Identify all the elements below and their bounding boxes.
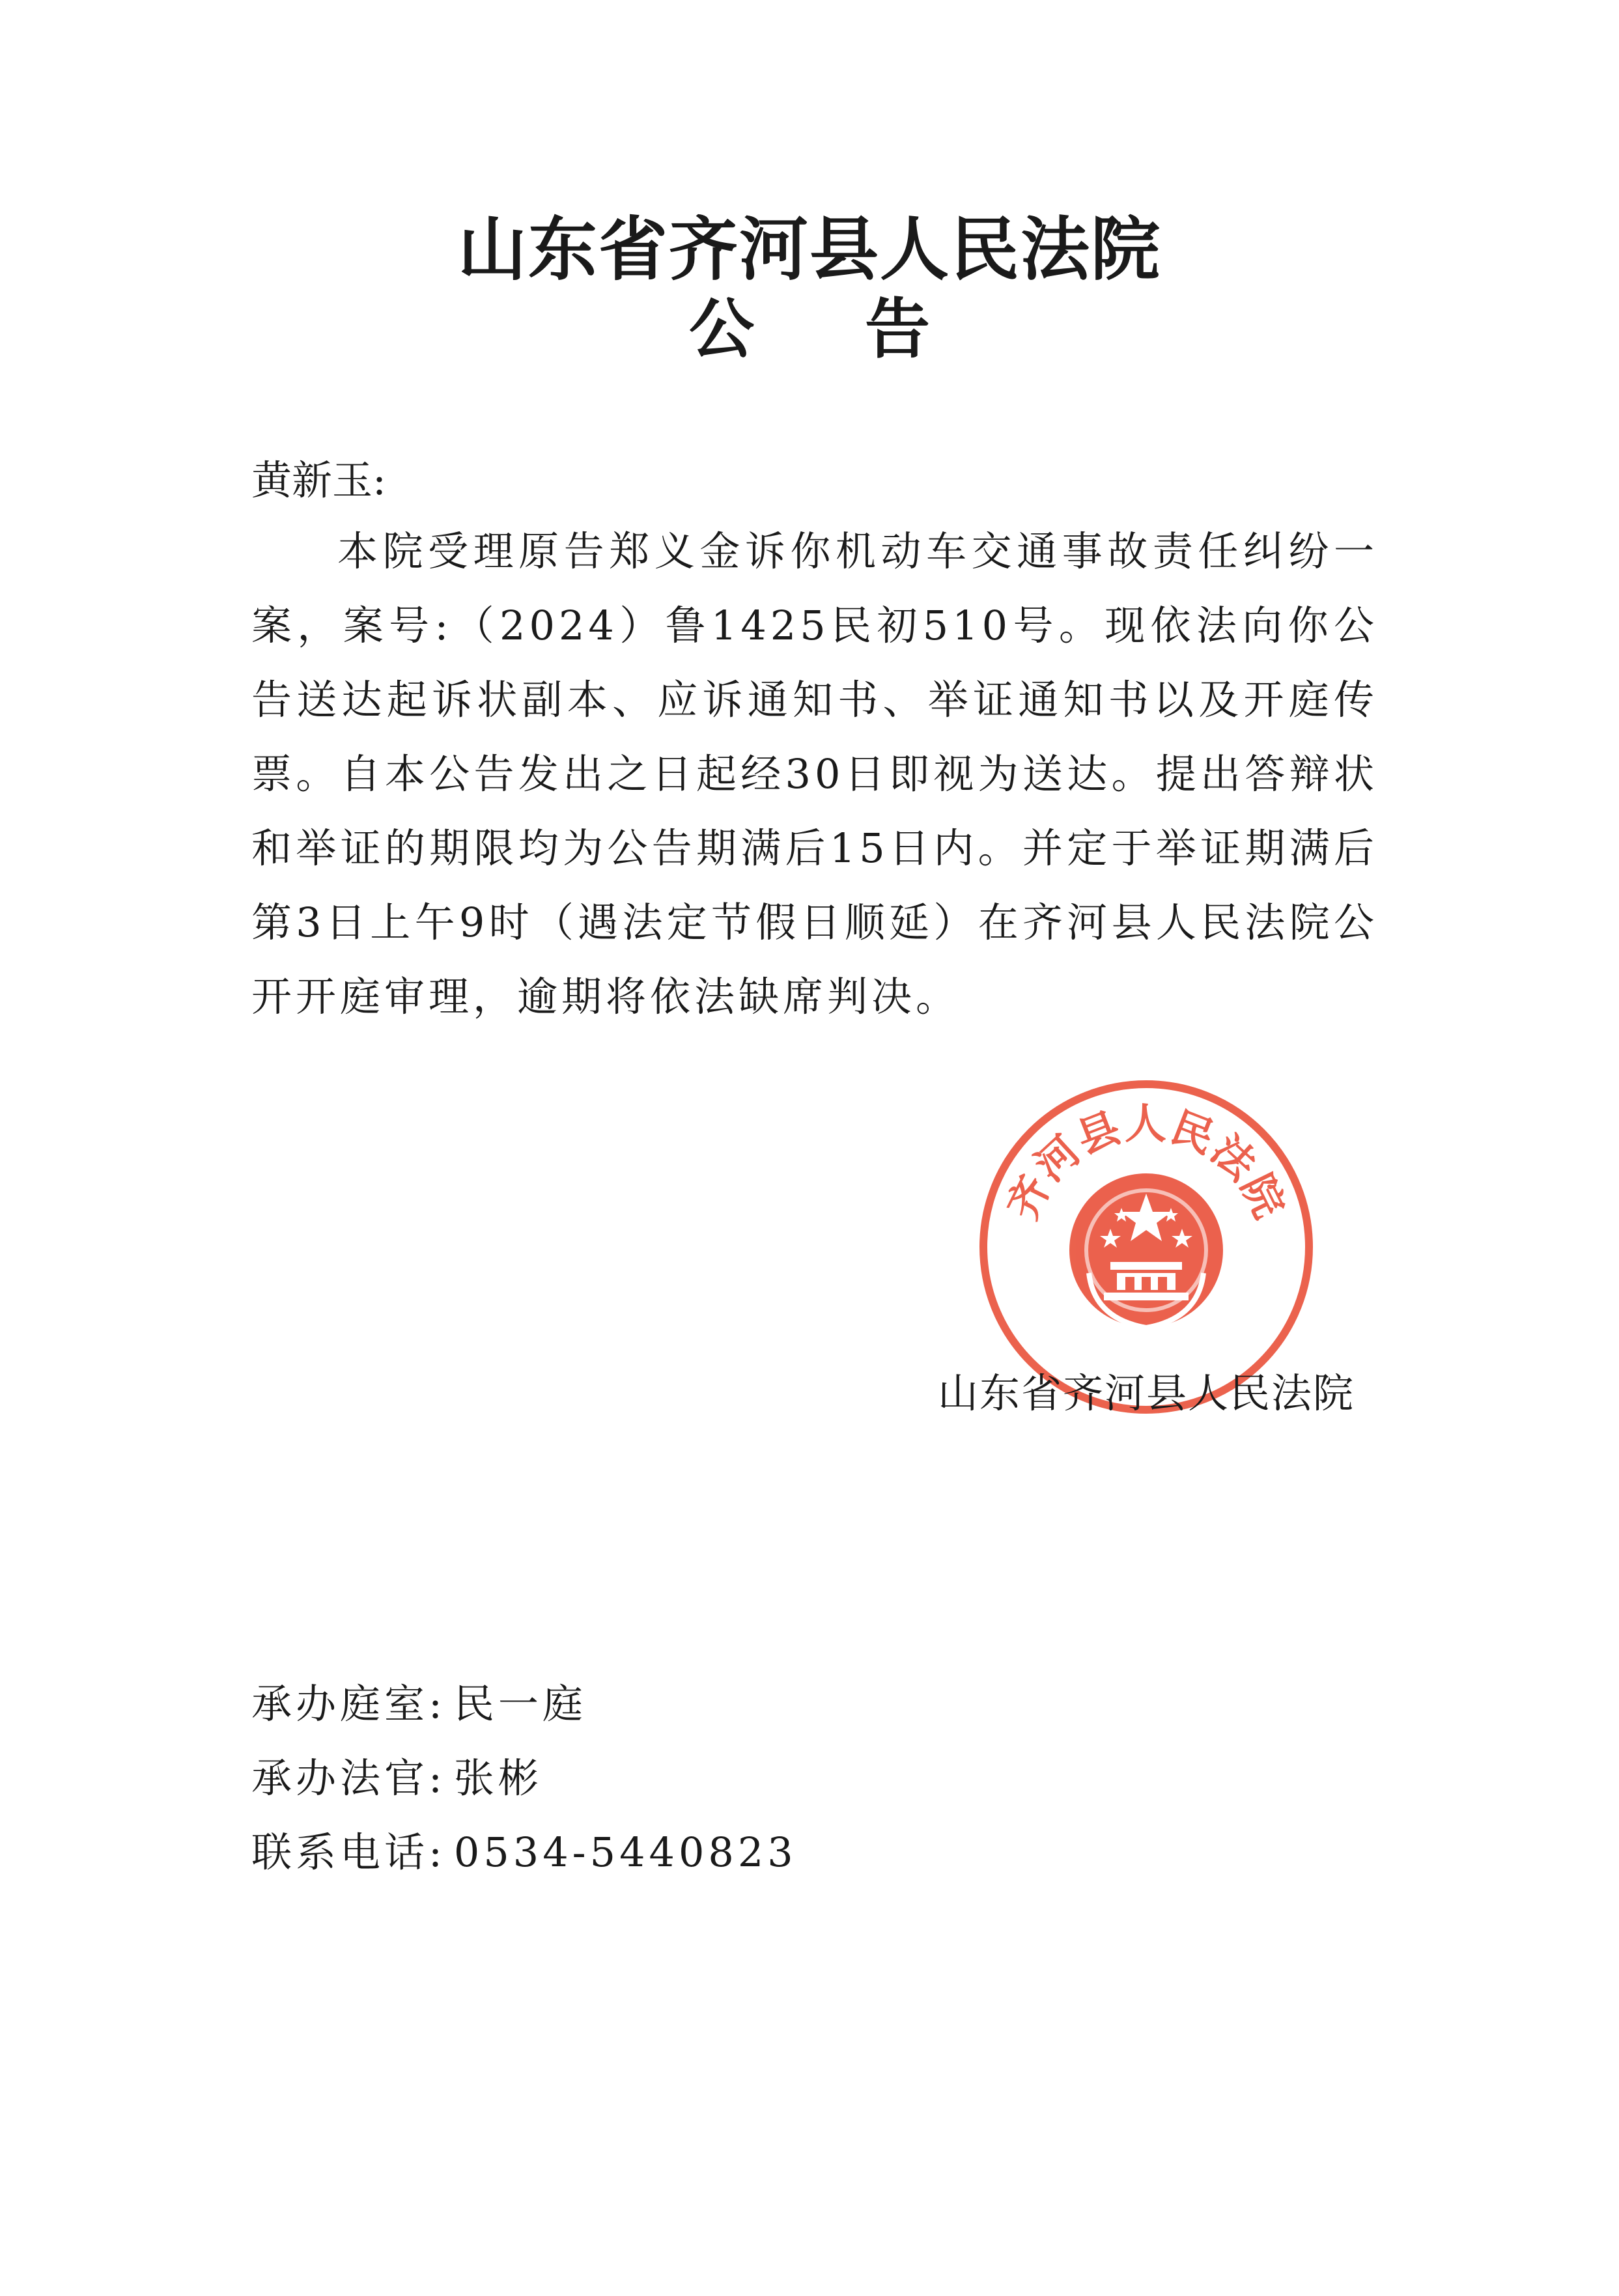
division-row bbox=[251, 1667, 797, 1741]
judge-value: 张彬 bbox=[453, 1754, 542, 1802]
court-name-heading: 山东省齐河县人民法院 bbox=[458, 208, 1161, 290]
division-label: 承办庭室: bbox=[251, 1680, 446, 1728]
judge-row bbox=[251, 1741, 797, 1815]
phone-label: 联系电话: bbox=[251, 1828, 446, 1876]
national-emblem-icon bbox=[1069, 1173, 1223, 1328]
issuing-court-signature: 山东省齐河县人民法院 bbox=[938, 1369, 1355, 1417]
phone-value: 0534-5440823 bbox=[453, 1828, 797, 1876]
document-type-heading: 公告 bbox=[689, 290, 1041, 367]
phone-row bbox=[251, 1815, 797, 1890]
contact-info bbox=[251, 1667, 797, 1890]
division-value: 民一庭 bbox=[453, 1680, 587, 1728]
notice-body: 本院受理原告郑义金诉你机动车交通事故责任纠纷一案，案号:（2024）鲁1425民初510号。现依法向你公告送达起诉状副本、应诉通知书、举证通知书以及开庭传票。自本公告发出之日起经30日即视为送达。提出答辩状和举证的期限均为公告期满后15日内。并定于举证期满后第3日上午9时（遇法定节假日顺延）在齐河县人民法院公开开庭审理，逾期将依法缺席判决。 bbox=[251, 527, 1378, 1020]
judge-label: 承办法官: bbox=[251, 1754, 446, 1802]
seal-text: 齐河县人民法院 bbox=[998, 1100, 1295, 1227]
addressee: 黄新玉: bbox=[251, 456, 386, 504]
